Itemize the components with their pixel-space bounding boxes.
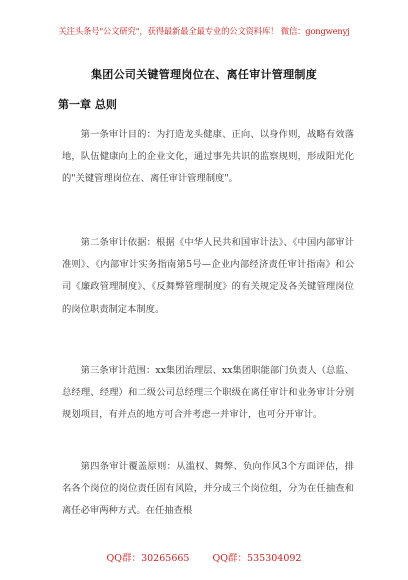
article-3-paragraph: 第三条审计范围：xx集团治理层、xx集团职能部门负责人（总监、总经理、经理）和二级公司总经理三个职级在离任审计和业务审计分别规划项目，有并点的地方可合并考虑一并审计，也可分开审计。 <box>62 365 354 421</box>
document-title: 集团公司关键管理岗位在、离任审计管理制度 <box>91 68 317 81</box>
footer-contact <box>0 550 408 564</box>
article-4-paragraph: 第四条审计覆盖原则：从滥权、舞弊、负向作风3个方面评估，排名各个岗位的岗位责任固有风险，并分成三个岗位组，分为在任抽查和离任必审两种方式。在任抽查根 <box>62 461 354 517</box>
article-2-paragraph: 第二条审计依据：根据《中华人民共和国审计法》、《中国内部审计准则》、《内部审计实务指南第5号—企业内部经济责任审计指南》和公司《廉政管理制度》、《反舞弊管理制度》的有关规定及各关键管理岗位的岗位职责制定本制度。 <box>62 237 354 315</box>
promo-text: 关注头条号"公文研究"，获得最新最全最专业的公文资料库！ 微信：gongwenyj <box>58 26 350 36</box>
footer-qq-group-2: QQ群：535304092 <box>212 553 302 564</box>
chapter-heading: 第一章 总则 <box>58 98 117 111</box>
promo-banner <box>0 0 408 62</box>
article-1-paragraph: 第一条审计目的：为打造龙头健康、正向、以身作则，战略有效落地，队伍健康向上的企业文化，通过事先共识的监察规则，形成阳光化的"关键管理岗位在、离任审计管理制度"。 <box>62 129 354 185</box>
footer-qq-group-1: QQ群：30265665 <box>106 553 190 564</box>
